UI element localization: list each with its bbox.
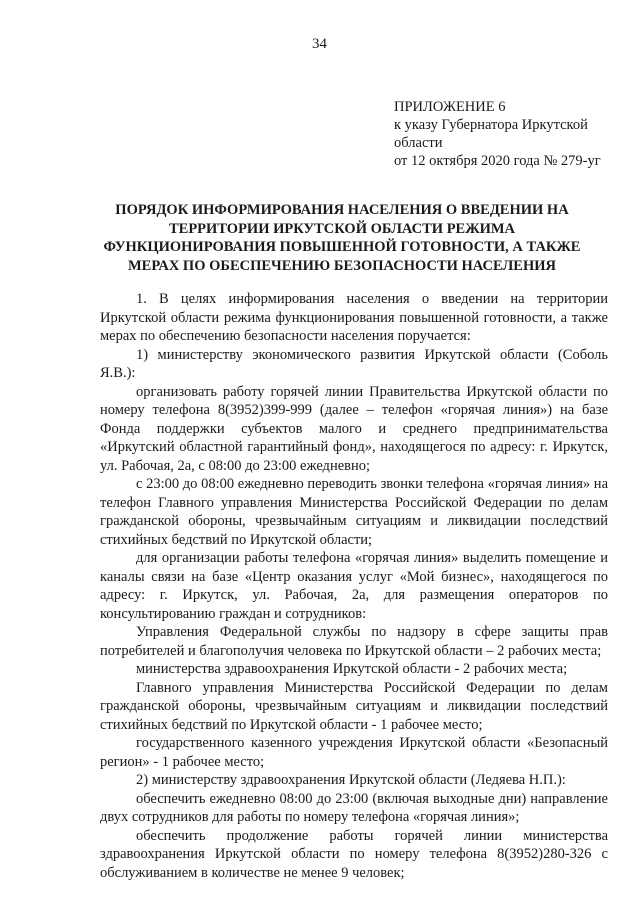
paragraph: Главного управления Министерства Российской Федерации по делам гражданской обороны, чрезвычайным ситуациям и ликвидации последствий стихийных бедствий по Иркутской области - 1 рабочее место; [100, 679, 608, 733]
title-line: МЕРАХ ПО ОБЕСПЕЧЕНИЮ БЕЗОПАСНОСТИ НАСЕЛЕНИЯ [127, 257, 557, 274]
paragraph: обеспечить продолжение работы горячей линии министерства здравоохранения Иркутской области по номеру телефона 8(3952)280-326 с обслуживанием в количестве не менее 9 человек; [100, 827, 608, 881]
paragraph: с 23:00 до 08:00 ежедневно переводить звонки телефона «горячая линия» на телефон Главного управления Министерства Российской Федерации по делам гражданской обороны, чрезвычайным ситуациям и ликвидации последствий стихийных бедствий по Иркутской области; [100, 476, 608, 548]
appendix-line: от 12 октября 2020 года № 279-уг [394, 153, 601, 169]
appendix-line: области [394, 135, 443, 151]
appendix-line: ПРИЛОЖЕНИЕ 6 [394, 99, 506, 115]
paragraph: министерства здравоохранения Иркутской области - 2 рабочих места; [136, 661, 568, 677]
appendix-line: к указу Губернатора Иркутской [394, 117, 588, 133]
paragraph: государственного казенного учреждения Иркутской области «Безопасный регион» - 1 рабочее место; [100, 735, 608, 770]
paragraph: организовать работу горячей линии Правительства Иркутской области по номеру телефона 8(3952)399-999 (далее – телефон «горячая линия») на базе Фонда поддержки субъектов малого и среднего предпринимательства «Иркутский областной гарантийный фонд», находящегося по адресу: г. Иркутск, ул. Рабочая, 2а, с 08:00 до 23:00 ежедневно; [100, 383, 608, 474]
paragraph: для организации работы телефона «горячая линия» выделить помещение и каналы связи на базе «Центр оказания услуг «Мой бизнес», находящегося по адресу: г. Иркутск, ул. Рабочая, 2а, для размещения операторов по консультированию граждан и сотрудников: [100, 550, 608, 622]
document-title [92, 201, 592, 275]
paragraph: Управления Федеральной службы по надзору в сфере защиты прав потребителей и благополучия человека по Иркутской области – 2 рабочих места; [100, 624, 608, 659]
title-line: ПОРЯДОК ИНФОРМИРОВАНИЯ НАСЕЛЕНИЯ О ВВЕДЕНИИ НА [115, 202, 569, 218]
paragraph: 2) министерству здравоохранения Иркутской области (Ледяева Н.П.): [136, 772, 566, 788]
paragraph: 1) министерству экономического развития Иркутской области (Соболь Я.В.): [100, 346, 608, 381]
appendix-block [394, 98, 634, 170]
document-body [100, 290, 608, 882]
title-line: ТЕРРИТОРИИ ИРКУТСКОЙ ОБЛАСТИ РЕЖИМА [168, 220, 516, 237]
paragraph: обеспечить ежедневно 08:00 до 23:00 (включая выходные дни) направление двух сотрудников для работы по номеру телефона «горячая линия»; [100, 790, 608, 825]
page-number: 34 [312, 36, 327, 52]
paragraph: 1. В целях информирования населения о введении на территории Иркутской области режима функционирования повышенной готовности, а также мерах по обеспечению безопасности населения поручается: [100, 291, 608, 344]
title-line: ФУНКЦИОНИРОВАНИЯ ПОВЫШЕННОЙ ГОТОВНОСТИ, А ТАКЖЕ [103, 239, 581, 255]
